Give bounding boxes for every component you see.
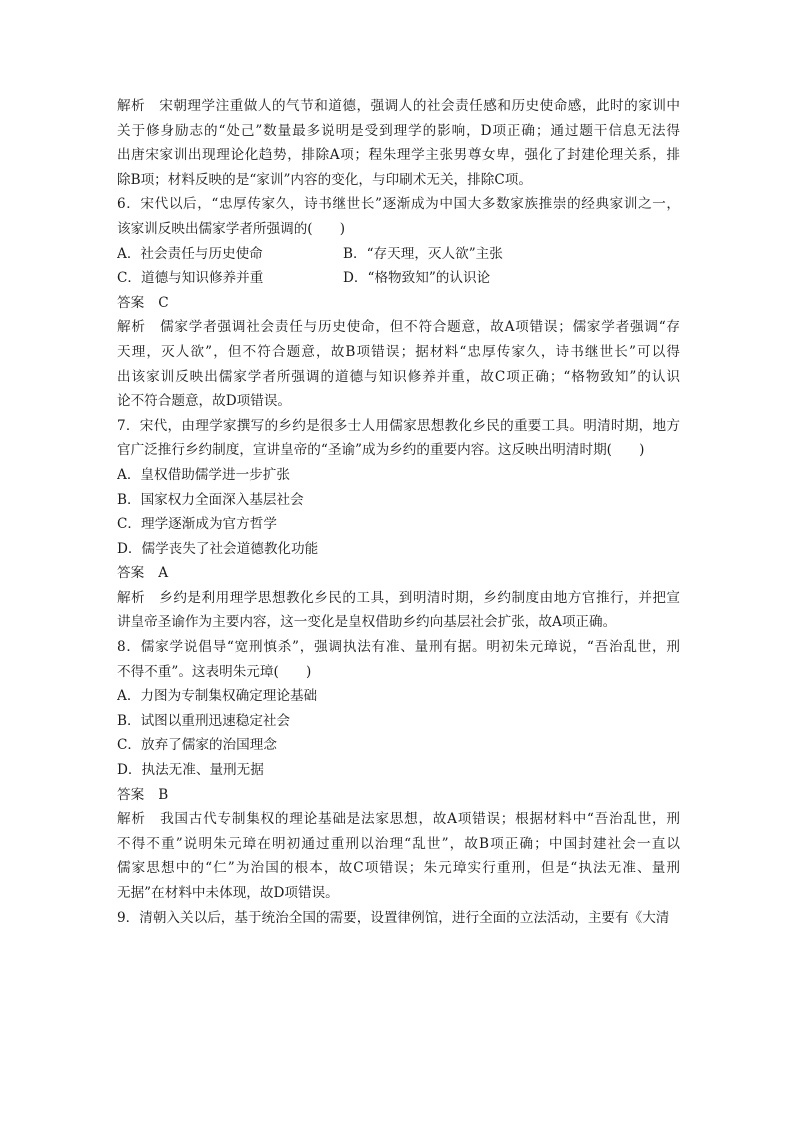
question-line: 9．清朝入关以后，基于统治全国的需要，设置律例馆，进行全面的立法活动，主要有《大清 [117,909,670,926]
analysis-line: 解析 宋朝理学注重做人的气节和道德，强调人的社会责任感和历史使命感，此时的家训中 [117,98,680,114]
answer-label: 答案 [117,565,145,582]
analysis-line: 解析 我国古代专制集权的理论基础是法家思想，故A项错误；根据材料中“吾治乱世，刑 [117,811,680,828]
question-line: 7．宋代，由理学家撰写的乡约是很多士人用儒家思想教化乡民的重要工具。明清时期，地方 [117,417,680,434]
document-content [117,94,680,930]
question-line: 6．宋代以后，“忠厚传家久，诗书继世长”逐渐成为中国大多数家族推崇的经典家训之一， [117,196,680,213]
option-left: A．社会责任与历史使命 [117,245,263,262]
question-line: 不得不重”。这表明朱元璋( ) [117,663,312,680]
analysis-line: 天理，灭人欲”，但不符合题意，故B项错误；据材料“忠厚传家久，诗书继世长”可以得 [117,343,680,360]
analysis-line: 论不符合题意，故D项错误。 [117,393,292,410]
analysis-line: 解析 乡约是利用理学思想教化乡民的工具，到明清时期，乡约制度由地方官推行，并把宣 [117,589,680,606]
answer-line [117,291,680,316]
option-line: C．理学逐渐成为官方哲学 [117,516,277,533]
analysis-line: 儒家思想中的“仁”为治国的根本，故C项错误；朱元璋实行重刑，但是“执法无准、量刑 [117,860,680,877]
question-line: 官广泛推行乡约制度，宣讲皇帝的“圣谕”成为乡约的重要内容。这反映出明清时期( ) [117,442,645,459]
answer-value: A [158,565,169,582]
analysis-line: 无据”在材料中未体现，故D项错误。 [117,885,339,901]
option-line: C．放弃了儒家的治国理念 [117,737,277,754]
option-line: A．皇权借助儒学进一步扩张 [117,466,290,483]
option-row [117,242,680,267]
option-row [117,266,680,291]
question-line: 8．儒家学说倡导“宽刑慎杀”，强调执法有准、量刑有据。明初朱元璋说，“吾治乱世，刑 [117,639,680,656]
analysis-line: 出唐宋家训出现理论化趋势，排除A项；程朱理学主张男尊女卑，强化了封建伦理关系，排 [117,147,680,164]
analysis-line: 讲皇帝圣谕作为主要内容，这一变化是皇权借助乡约向基层社会扩张，故A项正确。 [117,614,617,631]
option-line: B．试图以重刑迅速稳定社会 [117,712,291,729]
analysis-line: 除B项；材料反映的是“家训”内容的变化，与印刷术无关，排除C项。 [117,171,532,188]
option-line: D．执法无准、量刑无据 [117,762,264,779]
question-line: 该家训反映出儒家学者所强调的( ) [117,220,346,237]
option-right: D．“格物致知”的认识论 [343,270,491,287]
analysis-line: 不得不重”说明朱元璋在明初通过重刑以治理“乱世”，故B项正确；中国封建社会一直以 [117,835,680,852]
answer-line [117,783,680,808]
analysis-line: 解析 儒家学者强调社会责任与历史使命，但不符合题意，故A项错误；儒家学者强调“存 [117,319,680,336]
option-line: D．儒学丧失了社会道德教化功能 [117,540,319,557]
analysis-line: 关于修身励志的“处己”数量最多说明是受到理学的影响，D项正确；通过题干信息无法得 [117,122,680,139]
option-line: A．力图为专制集权确定理论基础 [117,688,318,705]
option-left: C．道德与知识修养并重 [117,270,264,287]
answer-value: B [158,786,169,803]
answer-line [117,561,680,586]
option-line: B．国家权力全面深入基层社会 [117,491,304,508]
answer-value: C [158,294,169,311]
answer-label: 答案 [117,294,145,311]
answer-label: 答案 [117,786,145,803]
analysis-line: 出该家训反映出儒家学者所强调的道德与知识修养并重，故C项正确；“格物致知”的认识 [117,368,680,385]
option-right: B．“存天理，灭人欲”主张 [343,245,503,262]
